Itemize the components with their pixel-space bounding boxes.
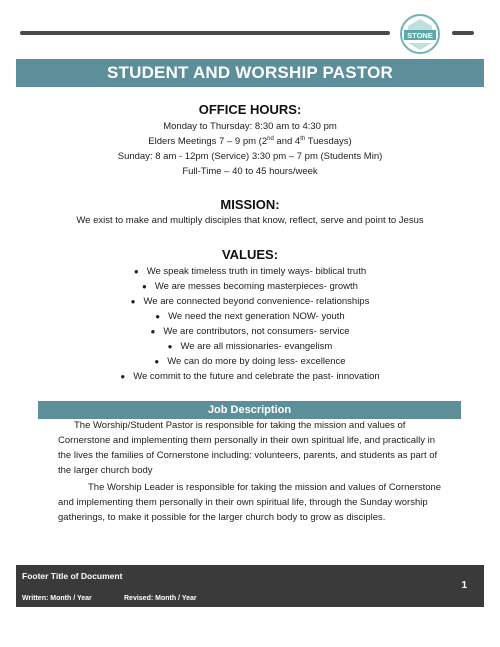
footer-written-date: Written: Month / Year (22, 595, 92, 602)
bullet-icon: ● (154, 357, 160, 366)
footer-title: Footer Title of Document (22, 571, 123, 581)
list-item: ● We commit to the future and celebrate the past- innovation (120, 371, 380, 382)
bullet-icon: ● (155, 312, 161, 321)
footer-revised-date: Revised: Month / Year (124, 595, 197, 602)
list-item: ● We are contributors, not consumers- service (150, 326, 350, 337)
office-hours-line-3: Sunday: 8 am - 12pm (Service) 3:30 pm – 7 pm (Students Min) (117, 151, 383, 162)
office-hours-line-2: Elders Meetings 7 – 9 pm (2nd and 4th Tuesdays) (148, 136, 352, 148)
bullet-icon: ● (130, 297, 136, 306)
mission-text: We exist to make and multiply disciples that know, reflect, serve and point to Jesus (76, 215, 424, 226)
job-description-paragraph-1: The Worship/Student Pastor is responsible for taking the mission and values of Cornerstone and implementing them personally in their own spiritual life, and practically in the lives the families of Cornerstone including: volunteers, parents, and students as part of the larger church body (58, 420, 438, 476)
header-rule-left (20, 31, 390, 35)
page-title: STUDENT AND WORSHIP PASTOR (16, 59, 484, 87)
mission-heading: MISSION: (220, 197, 280, 212)
values-list (0, 264, 500, 384)
bullet-icon: ● (120, 372, 126, 381)
values-heading: VALUES: (221, 247, 279, 262)
office-hours-line-4: Full-Time – 40 to 45 hours/week (182, 166, 318, 177)
list-item: ● We are all missionaries- evangelism (167, 341, 333, 352)
header-rule-right (452, 31, 474, 35)
bullet-icon: ● (150, 327, 156, 336)
list-item: ● We are connected beyond convenience- relationships (130, 296, 370, 307)
list-item: ● We speak timeless truth in timely ways- biblical truth (133, 266, 367, 277)
list-item: ● We are messes becoming masterpieces- growth (142, 281, 358, 292)
page-footer (16, 565, 484, 607)
bullet-icon: ● (133, 267, 139, 276)
logo-text: STONE (407, 31, 433, 40)
office-hours-line-1: Monday to Thursday: 8:30 am to 4:30 pm (163, 121, 337, 132)
bullet-icon: ● (167, 342, 173, 351)
list-item: ● We can do more by doing less- excellence (154, 356, 346, 367)
list-item: ● We need the next generation NOW- youth (155, 311, 345, 322)
job-description-heading: Job Description (38, 401, 461, 419)
office-hours-heading: OFFICE HOURS: (198, 102, 302, 117)
cornerstone-logo (399, 13, 441, 55)
bullet-icon: ● (142, 282, 147, 291)
page-number: 1 (461, 580, 467, 591)
job-description-paragraph-2: The Worship Leader is responsible for taking the mission and values of Cornerstone and implementing them personally in their own spiritual life, through the Sunday worship gatherings, to make it possible for the larger church body to grow as disciples. (58, 482, 442, 523)
